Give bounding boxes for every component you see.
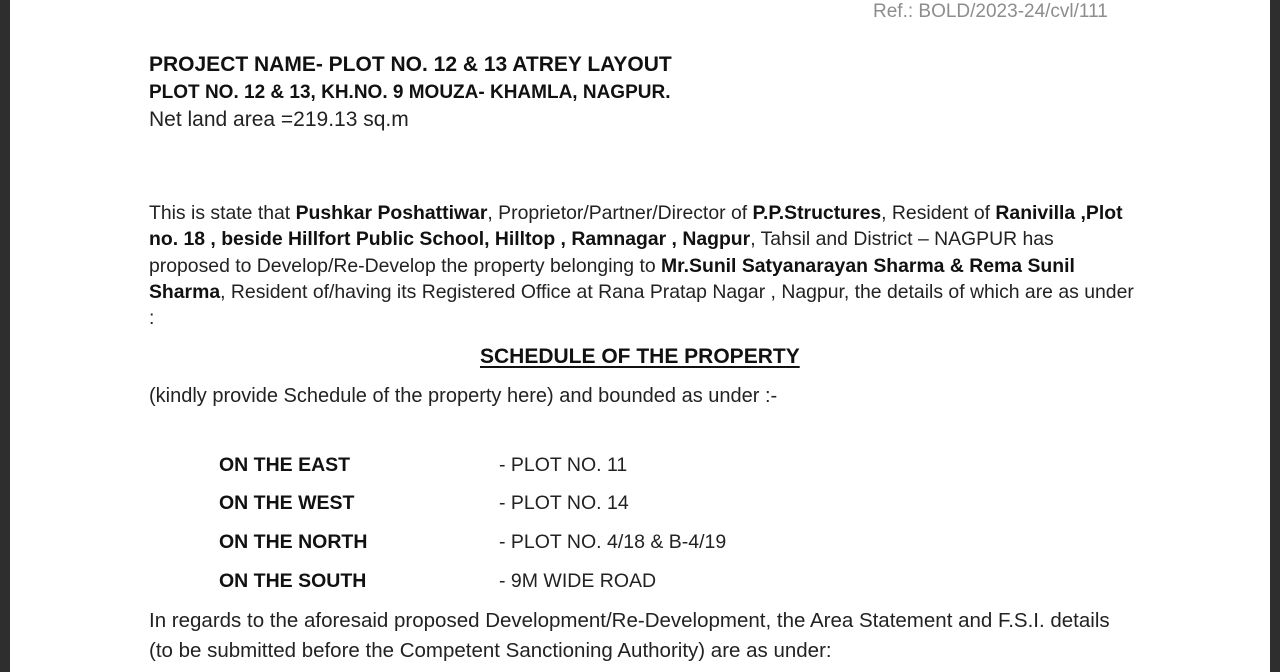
- statement-paragraph: [149, 200, 1139, 331]
- reference-number: Ref.: BOLD/2023-24/cvl/111: [873, 1, 1108, 22]
- owner-names: Mr.Sunil Satyanarayan Sharma & Rema Sunil Sharma: [149, 254, 1075, 303]
- boundary-direction: ON THE NORTH: [219, 531, 368, 553]
- boundary-value: - PLOT NO. 14: [499, 492, 629, 514]
- project-address: PLOT NO. 12 & 13, KH.NO. 9 MOUZA- KHAMLA, NAGPUR.: [149, 82, 671, 103]
- document-page: [10, 0, 1270, 672]
- statement-text: , Resident of: [881, 202, 996, 224]
- statement-text: , Tahsil and District – NAGPUR has proposed to Develop/Re-Develop the property belonging to: [149, 228, 1054, 277]
- firm-address: Ranivilla ,Plot no. 18 , beside Hillfort Public School, Hilltop , Ramnagar , Nagpur: [149, 202, 1123, 251]
- proprietor-name: Pushkar Poshattiwar: [295, 202, 488, 224]
- statement-text: , Proprietor/Partner/Director of: [487, 202, 753, 224]
- statement-text: , Resident of/having its Registered Office at Rana Pratap Nagar , Nagpur, the details of which are as under :: [149, 280, 1134, 330]
- viewer-left-edge: [0, 0, 10, 672]
- boundary-direction: ON THE WEST: [219, 492, 355, 514]
- schedule-heading: SCHEDULE OF THE PROPERTY: [480, 345, 800, 368]
- closing-paragraph: In regards to the aforesaid proposed Development/Re-Development, the Area Statement and F.S.I. details (to be submitted before the Competent Sanctioning Authority) are as under:: [149, 609, 1110, 662]
- viewer-right-edge: [1270, 0, 1280, 672]
- boundary-direction: ON THE EAST: [219, 454, 351, 476]
- boundary-direction: ON THE SOUTH: [219, 570, 367, 592]
- firm-name: P.P.Structures: [752, 202, 882, 224]
- project-name: PROJECT NAME- PLOT NO. 12 & 13 ATREY LAYOUT: [149, 53, 672, 76]
- schedule-instruction: (kindly provide Schedule of the property here) and bounded as under :-: [149, 385, 778, 407]
- boundary-value: - 9M WIDE ROAD: [499, 570, 657, 592]
- boundary-value: - PLOT NO. 11: [499, 454, 628, 476]
- statement-text: This is state that: [149, 202, 296, 224]
- boundary-value: - PLOT NO. 4/18 & B-4/19: [499, 531, 727, 553]
- net-land-area: Net land area =219.13 sq.m: [149, 108, 409, 131]
